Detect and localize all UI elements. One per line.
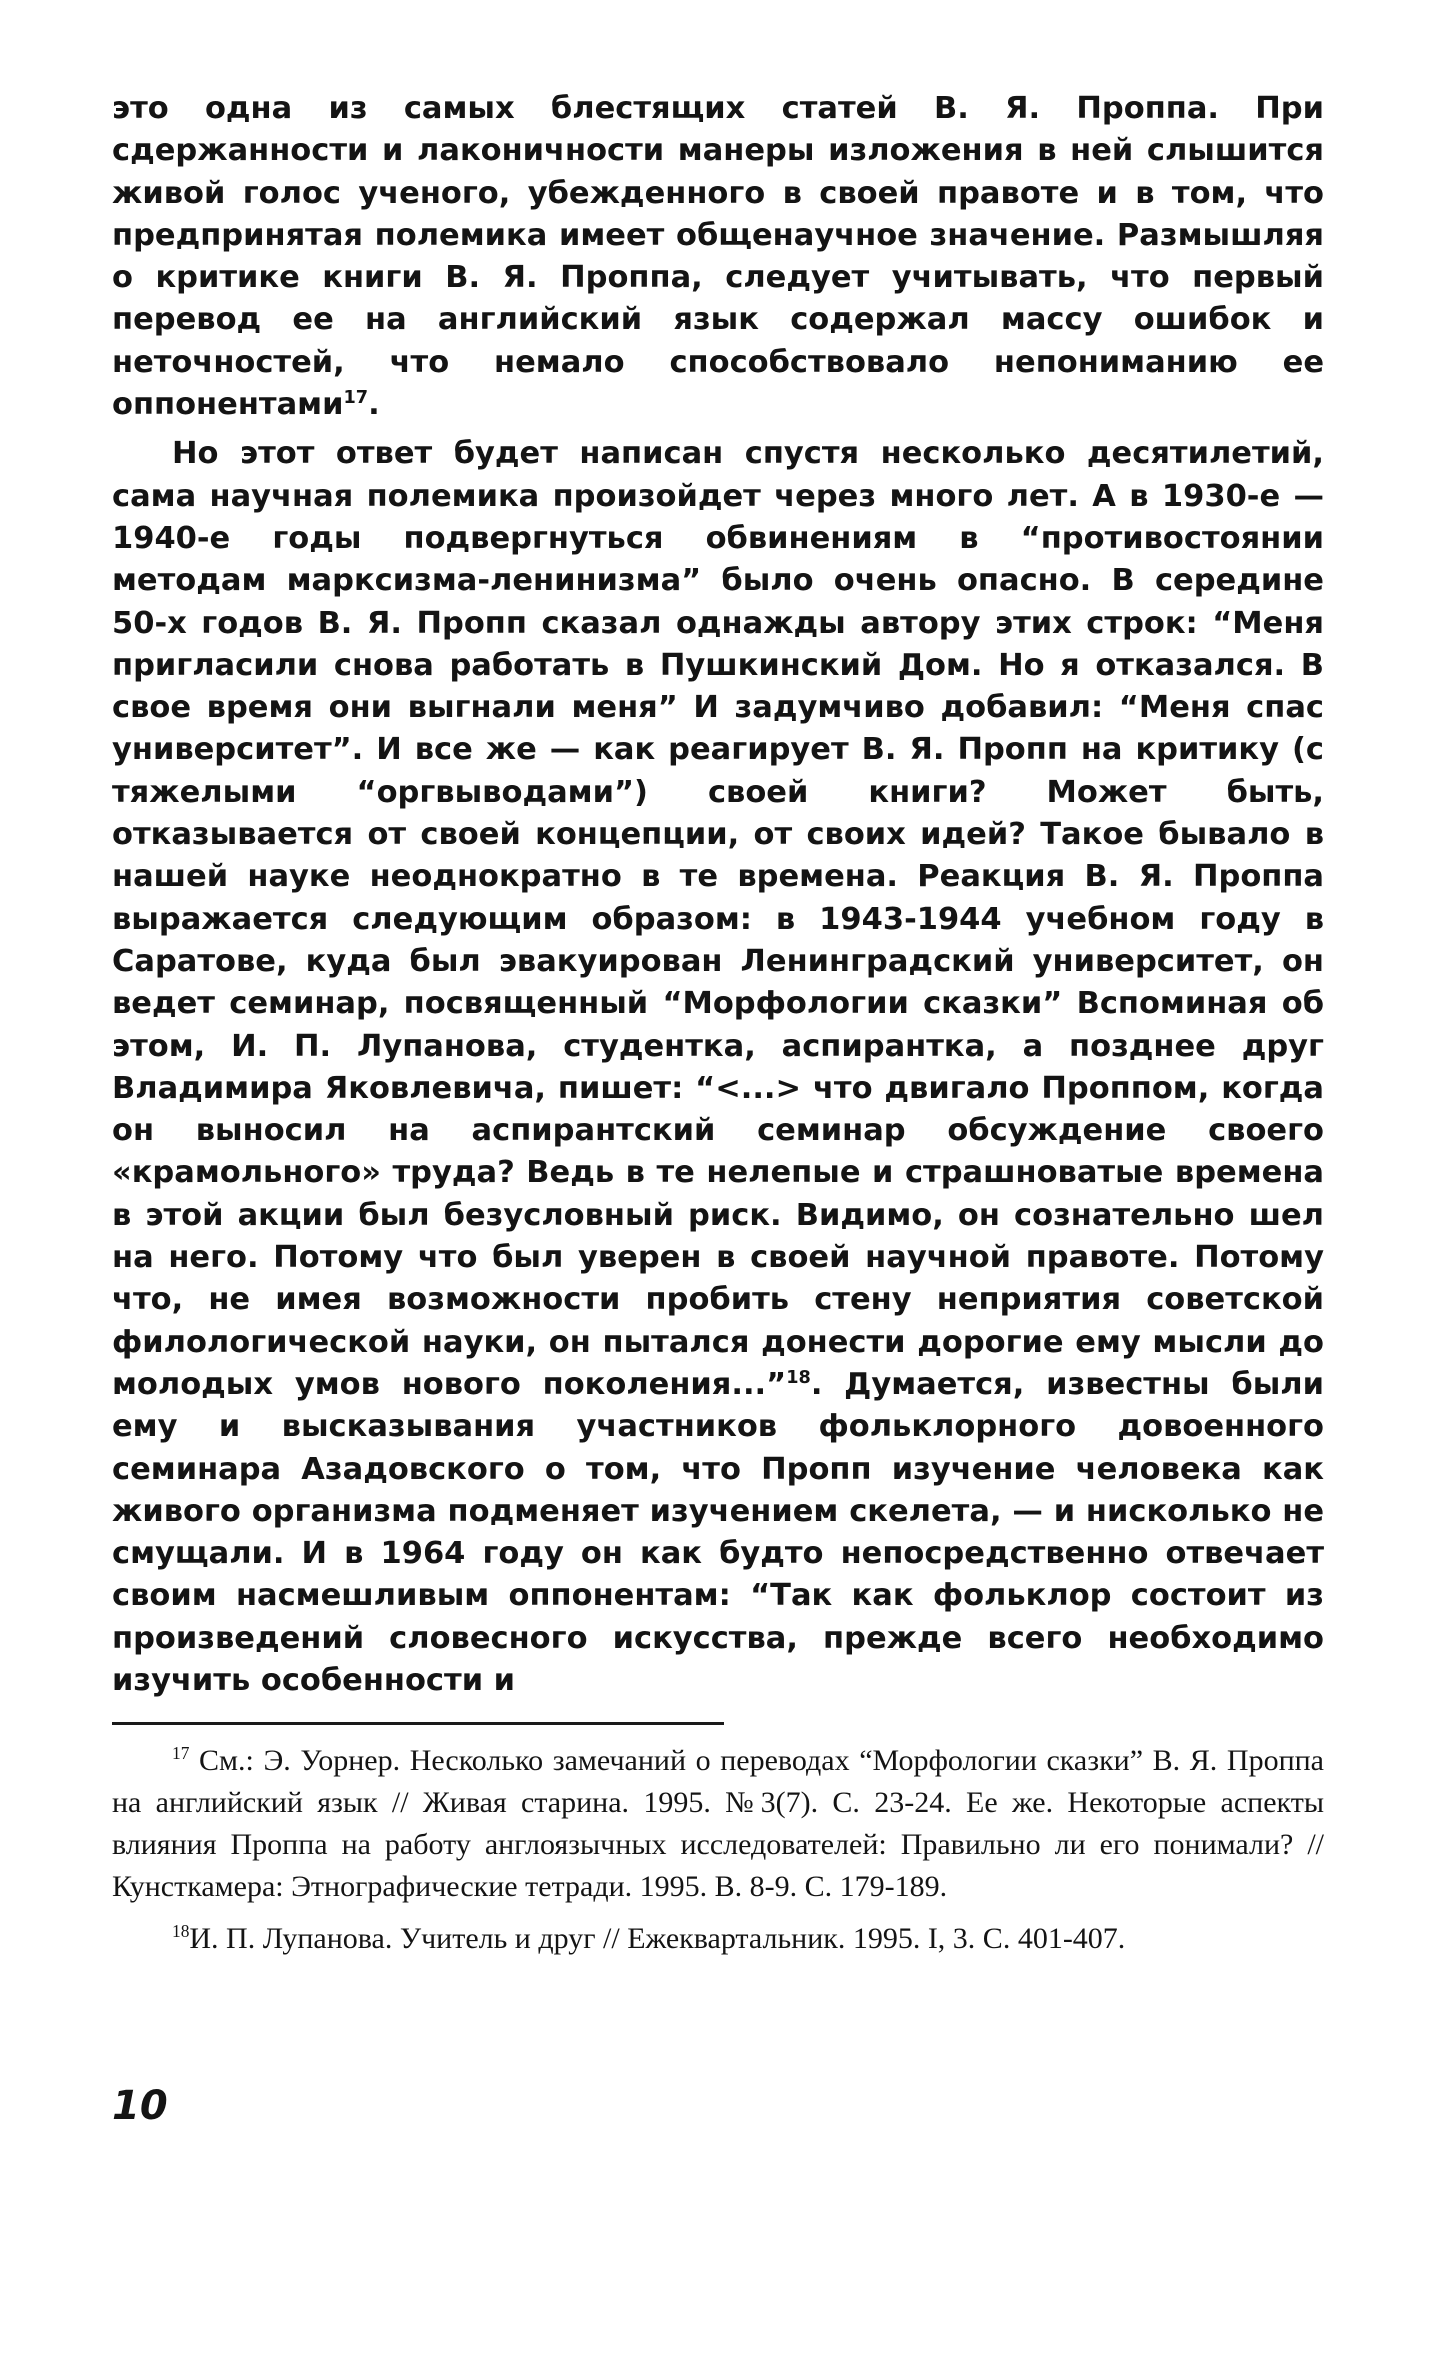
footnote-marker: 17 — [172, 1743, 190, 1763]
footnote — [112, 1740, 1324, 1908]
footnote-text: См.: Э. Уорнер. Несколько замечаний о переводах “Морфологии сказки” В. Я. Проппа на английский язык // Живая старина. 1995. №3(7). С. 23-24. Ее же. Некоторые аспекты влияния Проппа на работу англоязычных исследователей: Правильно ли его понимали? // Кунсткамера: Этнографические тетради. 1995. В. 8-9. С. 179-189. — [112, 1744, 1324, 1903]
footnote-marker: 18 — [172, 1921, 190, 1941]
main-text — [112, 88, 1324, 1702]
paragraph-text: Но этот ответ будет написан спустя несколько десятилетий, сама научная полемика произойдет через много лет. А в 1930-е — 1940-е годы подвергнуться обвинениям в “противостоянии методам марксизма-ленинизма” было очень опасно. В середине 50-х годов В. Я. Пропп сказал однажды автору этих строк: “Меня пригласили снова работать в Пушкинский Дом. Но я отказался. В свое время они выгнали меня” И задумчиво добавил: “Меня спас университет”. И все же — как реагирует В. Я. Пропп на критику (с тяжелыми “оргвыводами”) своей книги? Может быть, отказывается от своей концепции, от своих идей? Такое бывало в нашей науке неоднократно в те времена. Реакция В. Я. Проппа выражается следующим образом: в 1943-1944 учебном году в Саратове, куда был эвакуирован Ленинградский университет, он ведет семинар, посвященный “Морфологии сказки” Вспоминая об этом, И. П. Лупанова, студентка, аспирантка, а позднее друг Владимира Яковлевича, пишет: “<...> что двигало Проппом, когда он выносил на аспирантский семинар обсуждение своего «крамольного» труда? Ведь в те нелепые и страшноватые времена в этой акции был безусловный риск. Видимо, он сознательно шел на него. Потому что был уверен в своей научной правоте. Потому что, не имея возможности пробить стену неприятия советской филологической науки, он пытался донести дорогие ему мысли до молодых умов нового поколения...” — [112, 436, 1324, 1402]
paragraph-text: это одна из самых блестящих статей В. Я. Проппа. При сдержанности и лаконичности манеры изложения в ней слышится живой голос ученого, убежденного в своей правоте и в том, что предпринятая полемика имеет общенаучное значение. Размышляя о критике книги В. Я. Проппа, следует учитывать, что первый перевод ее на английский язык содержал массу ошибок и неточностей, что немало способствовало непониманию ее оппонентами — [112, 91, 1324, 423]
paragraph — [112, 88, 1324, 426]
paragraph-text: . Думается, известны были ему и высказывания участников фольклорного довоенного семинара Азадовского о том, что Пропп изучение человека как живого организма подменяет изучением скелета, — и нисколько не смущали. И в 1964 году он как будто непосредственно отвечает своим насмешливым оппонентам: “Так как фольклор состоит из произведений словесного искусства, прежде всего необходимо изучить особенности и — [112, 1366, 1324, 1698]
footnote-text: И. П. Лупанова. Учитель и друг // Ежеквартальник. 1995. I, 3. С. 401-407. — [189, 1922, 1126, 1955]
footnote-reference: 18 — [786, 1367, 811, 1388]
paragraph — [112, 433, 1324, 1702]
footnotes — [112, 1740, 1324, 1960]
footnote-reference: 17 — [343, 387, 369, 408]
footnote — [112, 1918, 1324, 1960]
footnote-separator — [112, 1722, 724, 1725]
paragraph-tail: . — [368, 387, 380, 423]
page-number: 10 — [112, 2083, 168, 2129]
